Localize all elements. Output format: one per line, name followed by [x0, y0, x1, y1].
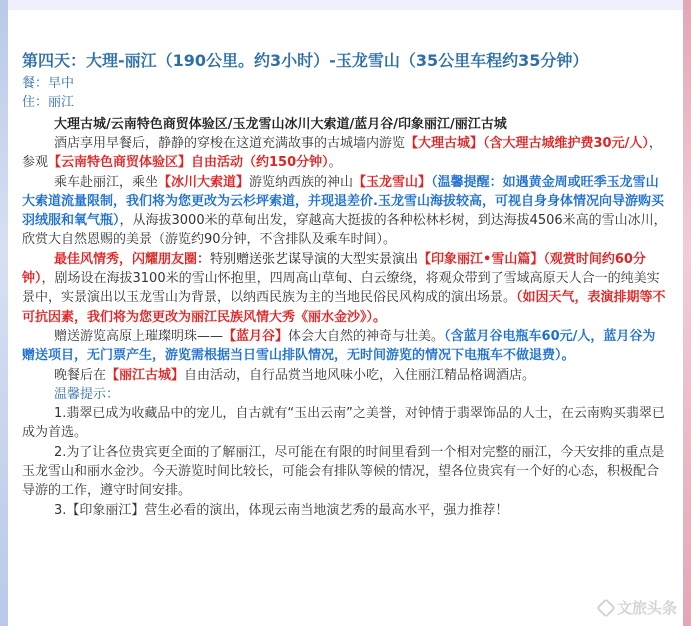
- notice-weather: （如因天气，表演排期等不可抗因素，我们将为您更改为丽江民族风情大秀《丽水金沙》）。: [22, 290, 666, 325]
- right-decor-bar: [683, 0, 691, 626]
- notice-shuttle: （含蓝月谷电瓶车60元/人，蓝月谷为赠送项目，无门票产生，游览需根据当日雪山排队情况，无时间游览的情况下电瓶车不做退费）。: [22, 328, 656, 364]
- text: 。: [328, 155, 342, 171]
- notice-cableway: （温馨提醒：如遇黄金周或旺季玉龙雪山大索道流量限制，我们将为您更改为云杉坪索道，并现退差价.玉龙雪山海拔较高，可视自身身体情况向导游购买羽绒服和氧气瓶）: [22, 174, 664, 229]
- text: 体会大自然的神奇与壮美。: [288, 328, 445, 344]
- text: 自由活动，自行品赏当地风味小吃，入住丽江精品格调酒店。: [184, 367, 536, 383]
- text: 游览纳西族的神山: [249, 174, 354, 190]
- paragraph-lijiang: [22, 366, 668, 385]
- left-decor-bar: [0, 0, 8, 626]
- text: 乘车赴丽江，乘坐: [54, 174, 159, 190]
- tips-title: 温馨提示：: [54, 386, 120, 402]
- text: 晚餐后在: [54, 367, 107, 383]
- highlight-best-show: 最佳风情秀，闪耀朋友圈：: [54, 251, 211, 267]
- tip-item: 1.翡翠已成为收藏品中的宠儿，自古就有“玉出云南”之美誉，对钟情于翡翠饰品的人士，在云南购买翡翠已成为首选。: [22, 406, 665, 441]
- tip-item: 2.为了让各位贵宾更全面的了解丽江，尽可能在有限的时间里看到一个相对完整的丽江，今天安排的重点是玉龙雪山和丽水金沙。今天游览时间比较长，可能会有排队等候的情况，望各位贵宾有一个好的心态，积极配合导游的工作，遵守时间安排。: [22, 444, 665, 499]
- text: ，从海拔3000米的草甸出发，穿越高大挺拔的各种松林杉树，到达海拔4506米高的雪山冰川，欣赏大自然恩赐的美景（游览约90分钟，不含排队及乘车时间）。: [22, 213, 667, 248]
- highlight-dali-old-town: 【大理古城】（含大理古城维护费30元/人）: [405, 136, 649, 151]
- text: 赠送游览高原上璀璨明珠——: [54, 328, 224, 344]
- highlight-impression-lijiang: 【印象丽江•雪山篇】（观赏时间约60分钟）: [22, 251, 646, 287]
- watermark: [599, 597, 677, 618]
- text: 酒店享用早餐后，静静的穿梭在这道充满故事的古城墙内游览: [54, 136, 406, 151]
- text: ，剧场设在海拔3100米的雪山怀抱里，四周高山草甸、白云缭绕，将观众带到了雪域高原天人合一的纯美实景中，实景演出以玉龙雪山为背景，以纳西民族为主的当地民俗民风构成的演出场景。: [22, 271, 660, 306]
- paragraph-dali: [22, 134, 668, 173]
- meals-line: 餐：早中: [22, 76, 75, 91]
- watermark-logo-icon: [596, 598, 616, 618]
- route-line: 大理古城/云南特色商贸体验区/玉龙雪山冰川大索道/蓝月谷/印象丽江/丽江古城: [54, 117, 507, 132]
- highlight-glacier-cableway: 【冰川大索道】: [158, 174, 250, 190]
- watermark-text: 文旅头条: [616, 599, 677, 617]
- day-title: 第四天：大理-丽江（190公里。约3小时）-玉龙雪山（35公里车程约35分钟）: [22, 51, 589, 70]
- text: 特别赠送张艺谋导演的大型实景演出: [210, 251, 419, 267]
- tip-item: 3.【印象丽江】营生必看的演出，体现云南当地演艺秀的最高水平，强力推荐！: [54, 502, 509, 518]
- highlight-jade-dragon: 【玉龙雪山】: [353, 174, 432, 190]
- paragraph-blue-moon: [22, 327, 668, 366]
- lodging-line: 住：丽江: [22, 95, 75, 110]
- highlight-blue-moon-valley: 【蓝月谷】: [223, 328, 289, 344]
- highlight-lijiang-old-town: 【丽江古城】: [106, 367, 185, 383]
- text: ，参观: [22, 136, 662, 171]
- highlight-trade-zone: 【云南特色商贸体验区】自由活动（约150分钟）: [48, 155, 329, 171]
- paragraph-jade-dragon: [22, 173, 668, 250]
- paragraph-impression: [22, 250, 668, 327]
- itinerary-day4: [22, 48, 668, 520]
